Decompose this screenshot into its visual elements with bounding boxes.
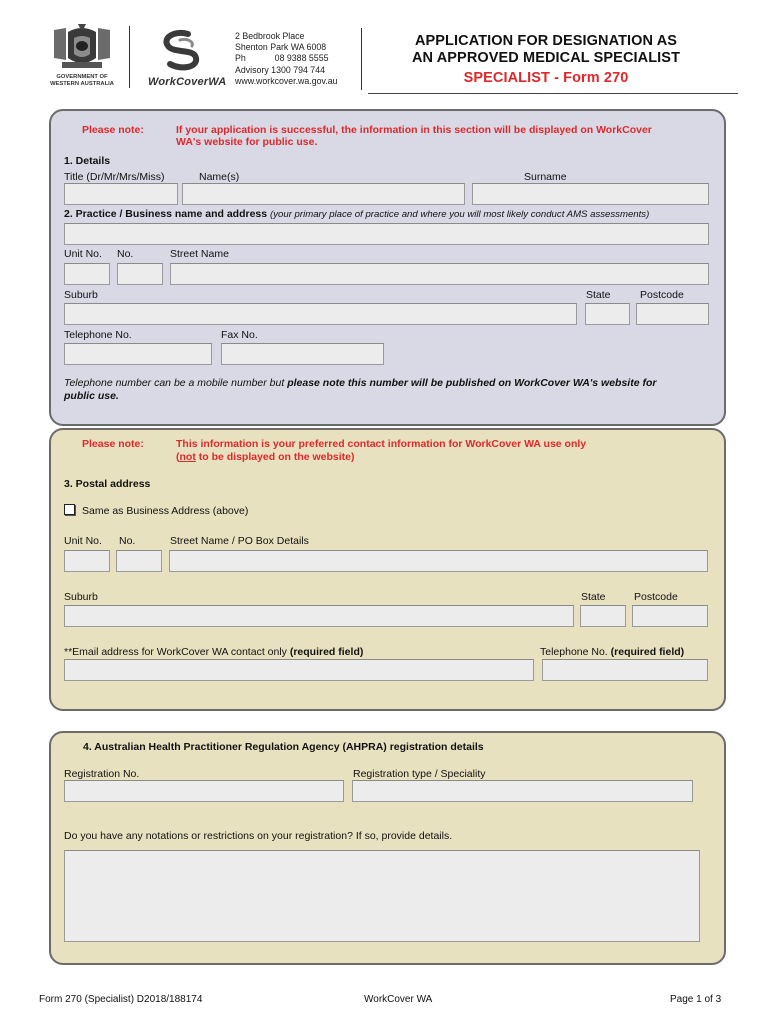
gov-logo-line1: GOVERNMENT OF: [56, 74, 108, 80]
ahpra-heading: 4. Australian Health Practitioner Regulation Agency (AHPRA) registration details: [83, 741, 484, 753]
email-input[interactable]: [64, 659, 534, 681]
email-required: (required field): [289, 646, 364, 658]
address-block: [235, 31, 338, 87]
registration-number-input[interactable]: [64, 780, 344, 802]
postal-no-input[interactable]: [116, 550, 162, 572]
note-label-1: Please note:: [82, 124, 144, 136]
form-title: [386, 33, 706, 86]
contact-phone-input[interactable]: [542, 659, 708, 681]
fax-label: Fax No.: [221, 329, 258, 341]
phone-label: Ph: [235, 53, 246, 64]
title-input[interactable]: [64, 183, 178, 205]
practice-heading: [64, 208, 649, 220]
note-label-2: Please note:: [82, 438, 144, 450]
address-line1: 2 Bedbrook Place: [235, 31, 305, 41]
reg-type-label: Registration type / Speciality: [353, 768, 486, 780]
header-divider: [361, 28, 362, 90]
public-note-line1: If your application is successful, the information in this section will be displayed on WorkCover: [176, 124, 652, 136]
same-as-label: Same as Business Address (above): [82, 505, 249, 517]
practice-hint: (your primary place of practice and where you will most likely conduct AMS assessments): [270, 209, 650, 220]
street-label-1: Street Name: [170, 248, 229, 260]
footer-form-id: Form 270 (Specialist) D2018/188174: [39, 994, 203, 1005]
website-link[interactable]: www.workcover.wa.gov.au: [235, 75, 338, 86]
same-as-checkbox[interactable]: [64, 504, 75, 515]
form-subtitle: SPECIALIST - Form 270: [463, 70, 629, 86]
practice-suburb-input[interactable]: [64, 303, 577, 325]
title-line2: AN APPROVED MEDICAL SPECIALIST: [411, 50, 681, 66]
workcover-swirl-icon: [144, 28, 220, 74]
logo-divider: [129, 26, 130, 88]
practice-no-input[interactable]: [117, 263, 163, 285]
names-input[interactable]: [182, 183, 465, 205]
practice-street-input[interactable]: [170, 263, 709, 285]
reg-no-label: Registration No.: [64, 768, 140, 780]
phone-note-start: Telephone number can be a mobile number but: [64, 377, 288, 389]
practice-fax-input[interactable]: [221, 343, 384, 365]
title-underline: [368, 93, 738, 94]
telephone-label-1: Telephone No.: [64, 329, 132, 341]
practice-heading-label: 2. Practice / Business name and address: [64, 208, 268, 220]
email-label: [64, 646, 363, 658]
phone-publish-note: [64, 377, 730, 403]
postcode-label-1: Postcode: [640, 289, 684, 301]
postal-unit-input[interactable]: [64, 550, 110, 572]
notations-textarea[interactable]: [64, 850, 700, 942]
postal-suburb-input[interactable]: [64, 605, 574, 627]
postal-heading: 3. Postal address: [64, 478, 151, 490]
unit-label-2: Unit No.: [64, 535, 102, 547]
gov-logo-line2: WESTERN AUSTRALIA: [50, 81, 114, 87]
phone-note-bold: please note this number will be published on WorkCover WA's website for: [287, 377, 657, 389]
practice-postcode-input[interactable]: [636, 303, 709, 325]
phone-line: [235, 53, 338, 64]
postcode-label-2: Postcode: [634, 591, 678, 603]
private-note-not: not: [179, 451, 196, 463]
practice-unit-input[interactable]: [64, 263, 110, 285]
footer-page-number: Page 1 of 3: [670, 994, 722, 1005]
footer-org: WorkCover WA: [364, 994, 433, 1005]
contact-phone-required: (required field): [610, 646, 685, 658]
surname-label: Surname: [524, 171, 567, 183]
contact-phone-label: [540, 646, 684, 658]
state-label-2: State: [581, 591, 606, 603]
advisory-line: Advisory 1300 794 744: [235, 64, 325, 75]
workcover-logo: [144, 28, 227, 92]
public-note-text: [176, 124, 652, 148]
names-label: Name(s): [199, 171, 240, 183]
practice-state-input[interactable]: [585, 303, 630, 325]
suburb-label-1: Suburb: [64, 289, 98, 301]
registration-type-input[interactable]: [352, 780, 693, 802]
phone-note-end: public use.: [64, 390, 119, 402]
no-label-1: No.: [117, 248, 134, 260]
private-note-rest: to be displayed on the website): [195, 451, 355, 463]
postal-state-input[interactable]: [580, 605, 626, 627]
address-line2: Shenton Park WA 6008: [235, 42, 327, 53]
postal-street-input[interactable]: [169, 550, 708, 572]
crest-icon: [44, 24, 120, 74]
private-note-text: [176, 438, 586, 464]
suburb-label-2: Suburb: [64, 591, 98, 603]
public-note-line2: WA's website for public use.: [176, 136, 318, 148]
state-label-1: State: [586, 289, 611, 301]
no-label-2: No.: [119, 535, 136, 547]
postal-postcode-input[interactable]: [632, 605, 708, 627]
private-note-line2: (not to be displayed on the website): [176, 451, 355, 463]
workcover-logo-text: WorkCoverWA: [148, 76, 227, 88]
notations-label: Do you have any notations or restrictions on your registration? If so, provide details.: [64, 830, 453, 842]
title-label: Title (Dr/Mr/Mrs/Miss): [64, 171, 165, 183]
government-crest-logo: [44, 24, 120, 92]
unit-label-1: Unit No.: [64, 248, 102, 260]
contact-phone-label-text: Telephone No.: [540, 646, 611, 658]
street-label-2: Street Name / PO Box Details: [170, 535, 309, 547]
email-label-text: **Email address for WorkCover WA contact only: [64, 646, 290, 658]
phone-value: 08 9388 5555: [274, 53, 329, 64]
title-line1: APPLICATION FOR DESIGNATION AS: [414, 33, 678, 49]
surname-input[interactable]: [472, 183, 709, 205]
practice-telephone-input[interactable]: [64, 343, 212, 365]
details-heading: 1. Details: [64, 155, 111, 167]
private-note-line1: This information is your preferred contact information for WorkCover WA use only: [176, 438, 587, 450]
practice-name-input[interactable]: [64, 223, 709, 245]
